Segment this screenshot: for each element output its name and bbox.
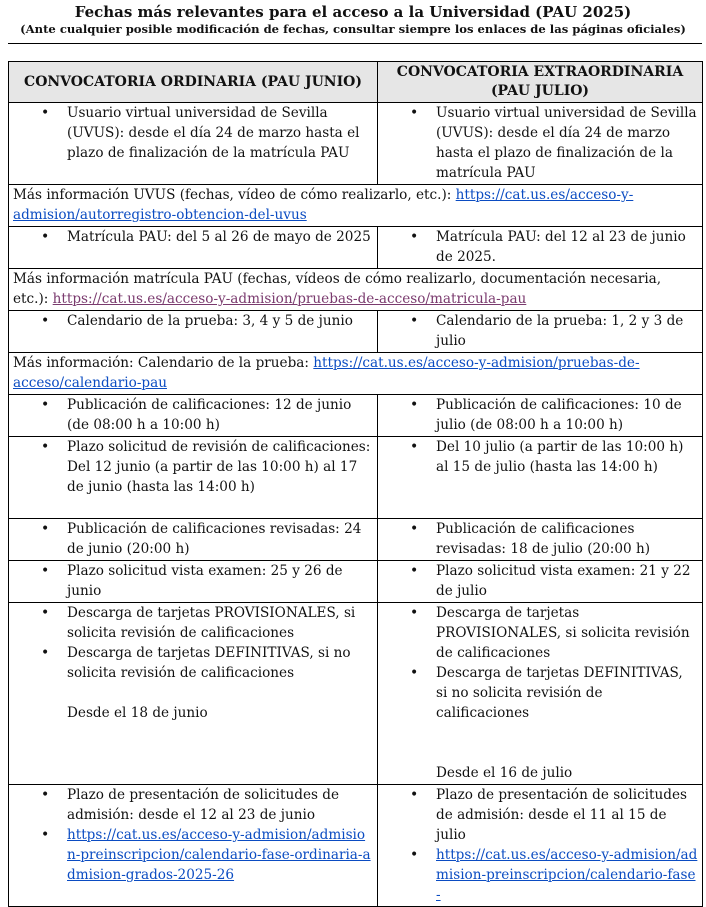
list-item: • Del 10 julio (a partir de las 10:00 h) al 15 de julio (hasta las 14:00 h) [382, 437, 698, 477]
list-item: • Calendario de la prueba: 1, 2 y 3 de julio [382, 311, 698, 351]
cell-matricula-info [9, 269, 703, 311]
cell-tarjetas-extraordinaria [378, 603, 703, 785]
header-ordinaria: CONVOCATORIA ORDINARIA (PAU JUNIO) [9, 62, 378, 103]
matricula-link[interactable]: https://cat.us.es/acceso-y-admision/pruebas-de-acceso/matricula-pau [52, 291, 527, 307]
list-item: • Matrícula PAU: del 5 al 26 de mayo de 2025 [13, 227, 373, 247]
list-item: • Descarga de tarjetas DEFINITIVAS, si no solicita revisión de calificaciones [13, 643, 373, 683]
table-row [9, 785, 703, 907]
title-divider [8, 43, 702, 44]
table-row [9, 311, 703, 353]
list-item: • Calendario de la prueba: 3, 4 y 5 de junio [13, 311, 373, 331]
cell-matricula-ordinaria [9, 227, 378, 269]
list-item: • Publicación de calificaciones: 10 de julio (de 08:00 h a 10:00 h) [382, 395, 698, 435]
tarjetas-date-ordinaria: Desde el 18 de junio [67, 705, 208, 721]
cell-uvus-extraordinaria [378, 103, 703, 185]
table-row [9, 269, 703, 311]
info-text: Más información: Calendario de la prueba: [13, 355, 314, 371]
header-row [9, 62, 703, 103]
list-item: • Plazo solicitud vista examen: 21 y 22 de julio [382, 561, 698, 601]
admision-ordinaria-link[interactable]: https://cat.us.es/acceso-y-admision/admision-preinscripcion/calendario-fase-ordinaria-admision-grados-2025-26 [67, 827, 371, 883]
info-text: Más información matrícula PAU (fechas, vídeos de cómo realizarlo, documentación necesaria, etc.): [13, 271, 662, 307]
tarjetas-date-extraordinaria: Desde el 16 de julio [436, 765, 573, 781]
cell-revision-extraordinaria [378, 437, 703, 519]
cell-calendario-ordinaria [9, 311, 378, 353]
calendario-link[interactable]: https://cat.us.es/acceso-y-admision/pruebas-de-acceso/calendario-pau [13, 355, 640, 391]
list-item: • Descarga de tarjetas PROVISIONALES, si solicita revisión de calificaciones [13, 603, 373, 643]
table-row [9, 353, 703, 395]
table-row [9, 185, 703, 227]
list-item: • Descarga de tarjetas PROVISIONALES, si solicita revisión de calificaciones [382, 603, 698, 663]
cell-admision-extraordinaria [378, 785, 703, 907]
list-item: • Plazo solicitud vista examen: 25 y 26 de junio [13, 561, 373, 601]
list-item [13, 825, 373, 885]
cell-vista-extraordinaria [378, 561, 703, 603]
cell-calendario-info [9, 353, 703, 395]
list-item: • Publicación de calificaciones revisadas: 18 de julio (20:00 h) [382, 519, 698, 559]
table-row [9, 561, 703, 603]
list-item: • Usuario virtual universidad de Sevilla (UVUS): desde el día 24 de marzo hasta el plazo de finalización de la matrícula PAU [382, 103, 698, 183]
table-row [9, 395, 703, 437]
table-row [9, 227, 703, 269]
table-row [9, 603, 703, 785]
cell-admision-ordinaria [9, 785, 378, 907]
cell-publicacion-ordinaria [9, 395, 378, 437]
info-text: Más información UVUS (fechas, vídeo de cómo realizarlo, etc.): [13, 187, 456, 203]
cell-revision-ordinaria [9, 437, 378, 519]
list-item: • Descarga de tarjetas DEFINITIVAS, si no solicita revisión de calificaciones [382, 663, 698, 723]
cell-calendario-extraordinaria [378, 311, 703, 353]
uvus-link[interactable]: https://cat.us.es/acceso-y-admision/autorregistro-obtencion-del-uvus [13, 187, 634, 223]
document-title: Fechas más relevantes para el acceso a la Universidad (PAU 2025) [74, 3, 632, 21]
list-item: • Plazo de presentación de solicitudes de admisión: desde el 11 al 15 de julio [382, 785, 698, 845]
cell-revisadas-ordinaria [9, 519, 378, 561]
cell-uvus-info [9, 185, 703, 227]
list-item: • Publicación de calificaciones revisadas: 24 de junio (20:00 h) [13, 519, 373, 559]
list-item: • Plazo de presentación de solicitudes de admisión: desde el 12 al 23 de junio [13, 785, 373, 825]
list-item: • Publicación de calificaciones: 12 de junio (de 08:00 h a 10:00 h) [13, 395, 373, 435]
cell-publicacion-extraordinaria [378, 395, 703, 437]
list-item: • Matrícula PAU: del 12 al 23 de junio de 2025. [382, 227, 698, 267]
cell-revisadas-extraordinaria [378, 519, 703, 561]
admision-extraordinaria-link[interactable]: https://cat.us.es/acceso-y-admision/admision-preinscripcion/calendario-fase- [436, 847, 698, 903]
list-item: • Plazo solicitud de revisión de calificaciones: Del 12 junio (a partir de las 10:00 h) al 17 de junio (hasta las 14:00 h) [13, 437, 373, 497]
header-extraordinaria: CONVOCATORIA EXTRAORDINARIA (PAU JULIO) [378, 62, 703, 103]
table-row [9, 519, 703, 561]
document-subtitle: (Ante cualquier posible modificación de fechas, consultar siempre los enlaces de las páginas oficiales) [20, 22, 686, 36]
table-row [9, 103, 703, 185]
dates-table [8, 61, 703, 907]
table-row [9, 437, 703, 519]
cell-uvus-ordinaria [9, 103, 378, 185]
cell-tarjetas-ordinaria [9, 603, 378, 785]
list-item: • Usuario virtual universidad de Sevilla (UVUS): desde el día 24 de marzo hasta el plazo de finalización de la matrícula PAU [13, 103, 373, 163]
list-item [382, 845, 698, 905]
cell-vista-ordinaria [9, 561, 378, 603]
cell-matricula-extraordinaria [378, 227, 703, 269]
